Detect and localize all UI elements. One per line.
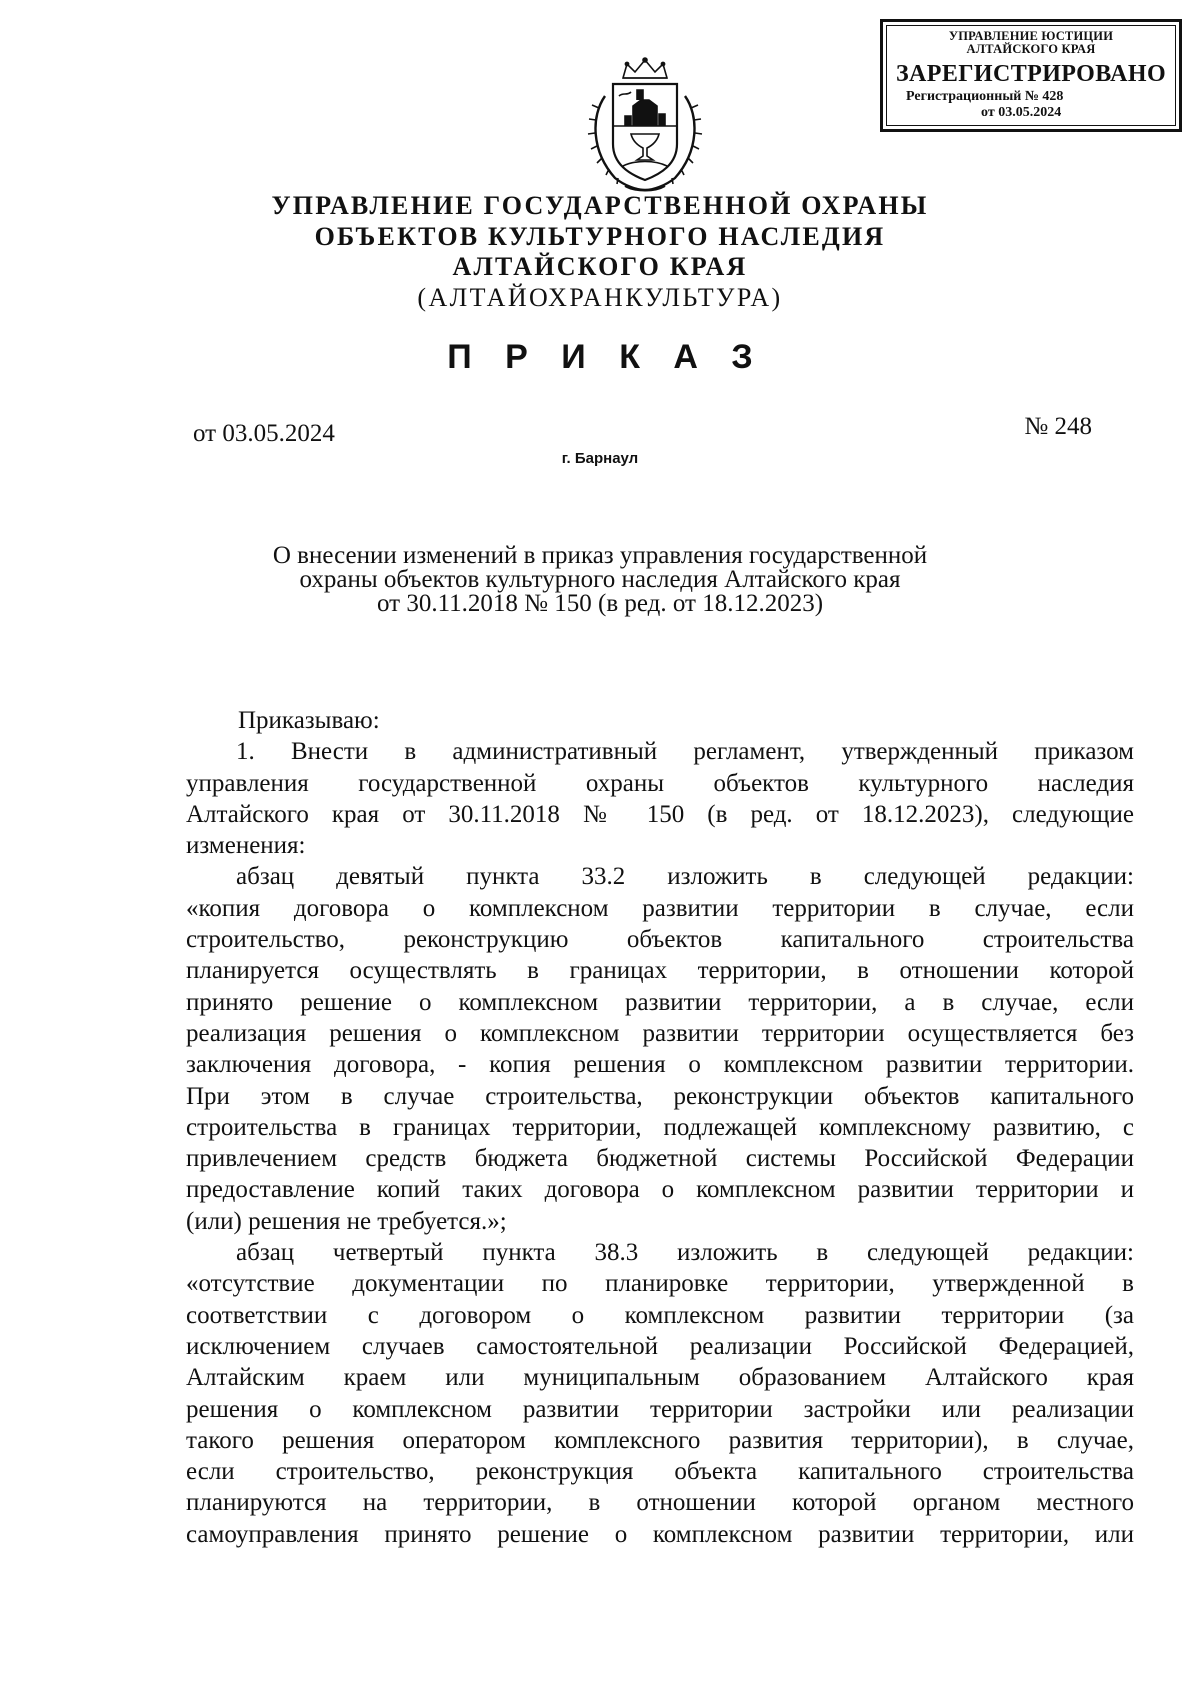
body-line: изменения: bbox=[186, 832, 306, 860]
body-line: принято решение о комплексном развитии территории, а в случае, если bbox=[186, 988, 1134, 1016]
body-line: если строительство, реконструкция объекта капитального строительства bbox=[186, 1458, 1134, 1486]
body-line: «копия договора о комплексном развитии территории в случае, если bbox=[186, 894, 1134, 922]
stamp-status: ЗАРЕГИСТРИРОВАНО bbox=[895, 61, 1167, 87]
organization-line2: ОБЪЕКТОВ КУЛЬТУРНОГО НАСЛЕДИЯ bbox=[314, 221, 886, 251]
body-line: планируется осуществлять в границах территории, в отношении которой bbox=[186, 957, 1134, 985]
stamp-registration-date: от 03.05.2024 bbox=[981, 105, 1062, 120]
order-number: № 248 bbox=[1024, 413, 1092, 440]
body-line: заключения договора, - копия решения о комплексном развитии территории. bbox=[186, 1051, 1134, 1079]
organization-line3: АЛТАЙСКОГО КРАЯ bbox=[452, 252, 748, 281]
body-line: планируются на территории, в отношении которой органом местного bbox=[186, 1489, 1134, 1517]
subject-line2: охраны объектов культурного наследия Алтайского края bbox=[299, 566, 901, 593]
organization-line1: УПРАВЛЕНИЕ ГОСУДАРСТВЕННОЙ ОХРАНЫ bbox=[271, 191, 929, 220]
body-line: Приказываю: bbox=[238, 707, 380, 734]
body-line: управления государственной охраны объектов культурного наследия bbox=[186, 769, 1134, 797]
body-line: строительства в границах территории, подлежащей комплексному развитию, с bbox=[186, 1113, 1134, 1141]
city: г. Барнаул bbox=[561, 450, 639, 467]
organization-name bbox=[0, 191, 1200, 313]
body-line: абзац четвертый пункта 38.3 изложить в следующей редакции: bbox=[236, 1239, 1134, 1267]
order-date: от 03.05.2024 bbox=[193, 420, 335, 447]
body-line: При этом в случае строительства, реконструкции объектов капитального bbox=[186, 1082, 1134, 1110]
subject-line1: О внесении изменений в приказ управления государственной bbox=[272, 542, 928, 569]
registration-stamp bbox=[880, 19, 1182, 132]
order-subject bbox=[0, 544, 1200, 616]
body-line: предоставление копий таких договора о комплексном развитии территории и bbox=[186, 1176, 1134, 1204]
body-line: решения о комплексном развитии территории застройки или реализации bbox=[186, 1395, 1134, 1423]
body-line: привлечением средств бюджета бюджетной системы Российской Федерации bbox=[186, 1145, 1134, 1173]
order-body bbox=[186, 705, 1134, 1550]
stamp-registration-number: Регистрационный № 428 bbox=[906, 89, 1064, 104]
subject-line3: от 30.11.2018 № 150 (в ред. от 18.12.2023) bbox=[376, 590, 824, 617]
body-line: (или) решения не требуется.»; bbox=[186, 1207, 507, 1235]
body-line: соответствии с договором о комплексном развитии территории (за bbox=[186, 1301, 1134, 1329]
body-line: Алтайским краем или муниципальным образованием Алтайского края bbox=[186, 1364, 1134, 1392]
body-line: Алтайского края от 30.11.2018 № 150 (в ред. от 18.12.2023), следующие bbox=[186, 800, 1134, 828]
body-line: самоуправления принято решение о комплексном развитии территории, или bbox=[186, 1520, 1134, 1548]
organization-short-name: (АЛТАЙОХРАНКУЛЬТУРА) bbox=[417, 282, 783, 312]
stamp-department-line2: АЛТАЙСКОГО КРАЯ bbox=[966, 42, 1096, 56]
coat-of-arms-icon bbox=[585, 56, 705, 196]
body-line: такого решения оператором комплексного развития территории), в случае, bbox=[186, 1426, 1134, 1454]
body-line: «отсутствие документации по планировке территории, утвержденной в bbox=[186, 1270, 1134, 1298]
body-line: строительство, реконструкцию объектов капитального строительства bbox=[186, 926, 1134, 954]
body-line: абзац девятый пункта 33.2 изложить в следующей редакции: bbox=[236, 863, 1134, 891]
stamp-department-line1: УПРАВЛЕНИЕ ЮСТИЦИИ bbox=[948, 29, 1114, 43]
body-line: 1. Внести в административный регламент, утвержденный приказом bbox=[236, 738, 1134, 766]
document-type-title: П Р И К А З bbox=[447, 338, 765, 376]
body-line: исключением случаев самостоятельной реализации Российской Федерацией, bbox=[186, 1332, 1134, 1360]
body-line: реализация решения о комплексном развитии территории осуществляется без bbox=[186, 1019, 1134, 1047]
